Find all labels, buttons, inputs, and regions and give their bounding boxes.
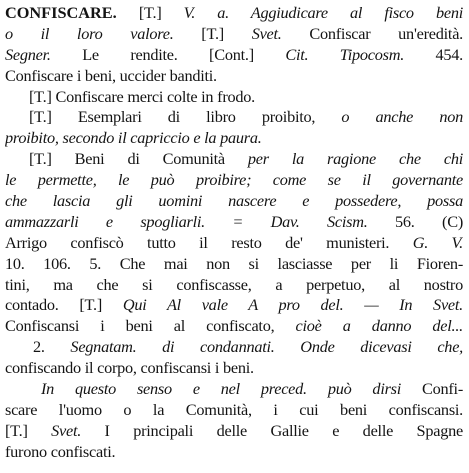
entry-line <box>5 442 463 463</box>
entry-line <box>5 24 463 45</box>
text-run: [T.] <box>116 3 184 22</box>
entry-line <box>5 212 463 233</box>
entry-line <box>5 400 463 421</box>
entry-line <box>5 358 463 379</box>
text-run: confiscando il corpo, confiscansi i beni. <box>5 358 254 378</box>
text-run: Arrigo confiscò tutto il resto de' munisteri. <box>5 232 413 252</box>
italic-text-run: le permette, le può proibire; come se il governante <box>5 170 463 190</box>
text-run: Confiscar un'eredità. <box>281 23 463 43</box>
text-run: I principali delle Gallie e delle Spagne <box>81 420 463 440</box>
italic-text-run: o anche non <box>341 107 463 127</box>
entry-line <box>5 254 463 275</box>
text-run: Confiscare i beni, uccider banditi. <box>5 65 217 85</box>
italic-text-run: Cit. Tipocosm. <box>285 44 405 64</box>
entry-line <box>5 316 463 337</box>
headword: CONFISCARE. <box>5 3 117 22</box>
entry-line <box>5 128 463 149</box>
italic-text-run: G. V. <box>412 232 463 252</box>
entry-line <box>5 87 463 108</box>
text-run: 56. (C) <box>367 211 463 231</box>
text-run: 2. <box>33 337 71 357</box>
entry-line <box>5 45 463 66</box>
italic-text-run: o il loro valore. <box>5 23 174 43</box>
italic-text-run: che lascia gli uomini nascere e possedere, possa <box>5 191 463 211</box>
text-run: 10. 106. 5. Che mai non si lasciasse per li Fioren- <box>5 253 463 273</box>
entry-line <box>5 149 463 170</box>
italic-text-run: Svet. <box>51 420 82 440</box>
text-run: Confi- <box>401 379 463 399</box>
entry-line <box>5 191 463 212</box>
text-run: Le rendite. [Cont.] <box>50 44 286 64</box>
italic-text-run: In questo senso e nel preced. può dirsi <box>41 379 402 399</box>
entry-line <box>5 107 463 128</box>
italic-text-run: Segner. <box>5 44 51 64</box>
entry-line <box>5 337 463 358</box>
italic-text-run: per la ragione che chi <box>247 149 463 169</box>
italic-text-run: proibito, secondo il capriccio e la paura. <box>5 128 262 148</box>
text-run: furono confiscati. <box>5 441 116 461</box>
italic-text-run: Segnatam. di condannati. Onde dicevasi che, <box>70 337 463 357</box>
italic-text-run: Svet. <box>251 23 282 43</box>
entry-line <box>5 233 463 254</box>
text-run: 454. <box>404 44 463 64</box>
text-run: [T.] <box>173 23 252 43</box>
text-run: [T.] Esemplari di libro proibito, <box>29 107 342 127</box>
text-run: Confiscansi i beni al confiscato, <box>5 316 296 336</box>
text-run: [T.] Confiscare merci colte in frodo. <box>29 86 255 106</box>
text-run: tini, ma che si confiscasse, a perpetuo, al nostro <box>5 274 463 294</box>
entry-line <box>5 295 463 316</box>
text-run: [T.] Beni di Comunità <box>29 149 248 169</box>
italic-text-run: V. a. Aggiudicare al fisco beni <box>183 3 463 22</box>
text-run: contado. [T.] <box>5 295 123 315</box>
entry-line <box>5 275 463 296</box>
italic-text-run: Qui Al vale A pro del. — In Svet. <box>122 295 463 315</box>
text-run: scare l'uomo o la Comunità, i cui beni confiscansi. <box>5 399 463 419</box>
entry-line <box>5 379 463 400</box>
text-run: [T.] <box>5 420 52 440</box>
entry-line <box>5 66 463 87</box>
entry-line <box>5 421 463 442</box>
italic-text-run: cioè a danno del... <box>295 316 463 336</box>
entry-line <box>5 170 463 191</box>
italic-text-run: ammazzarli e spogliarli. = Dav. Scism. <box>5 211 368 231</box>
entry-line <box>5 3 463 24</box>
